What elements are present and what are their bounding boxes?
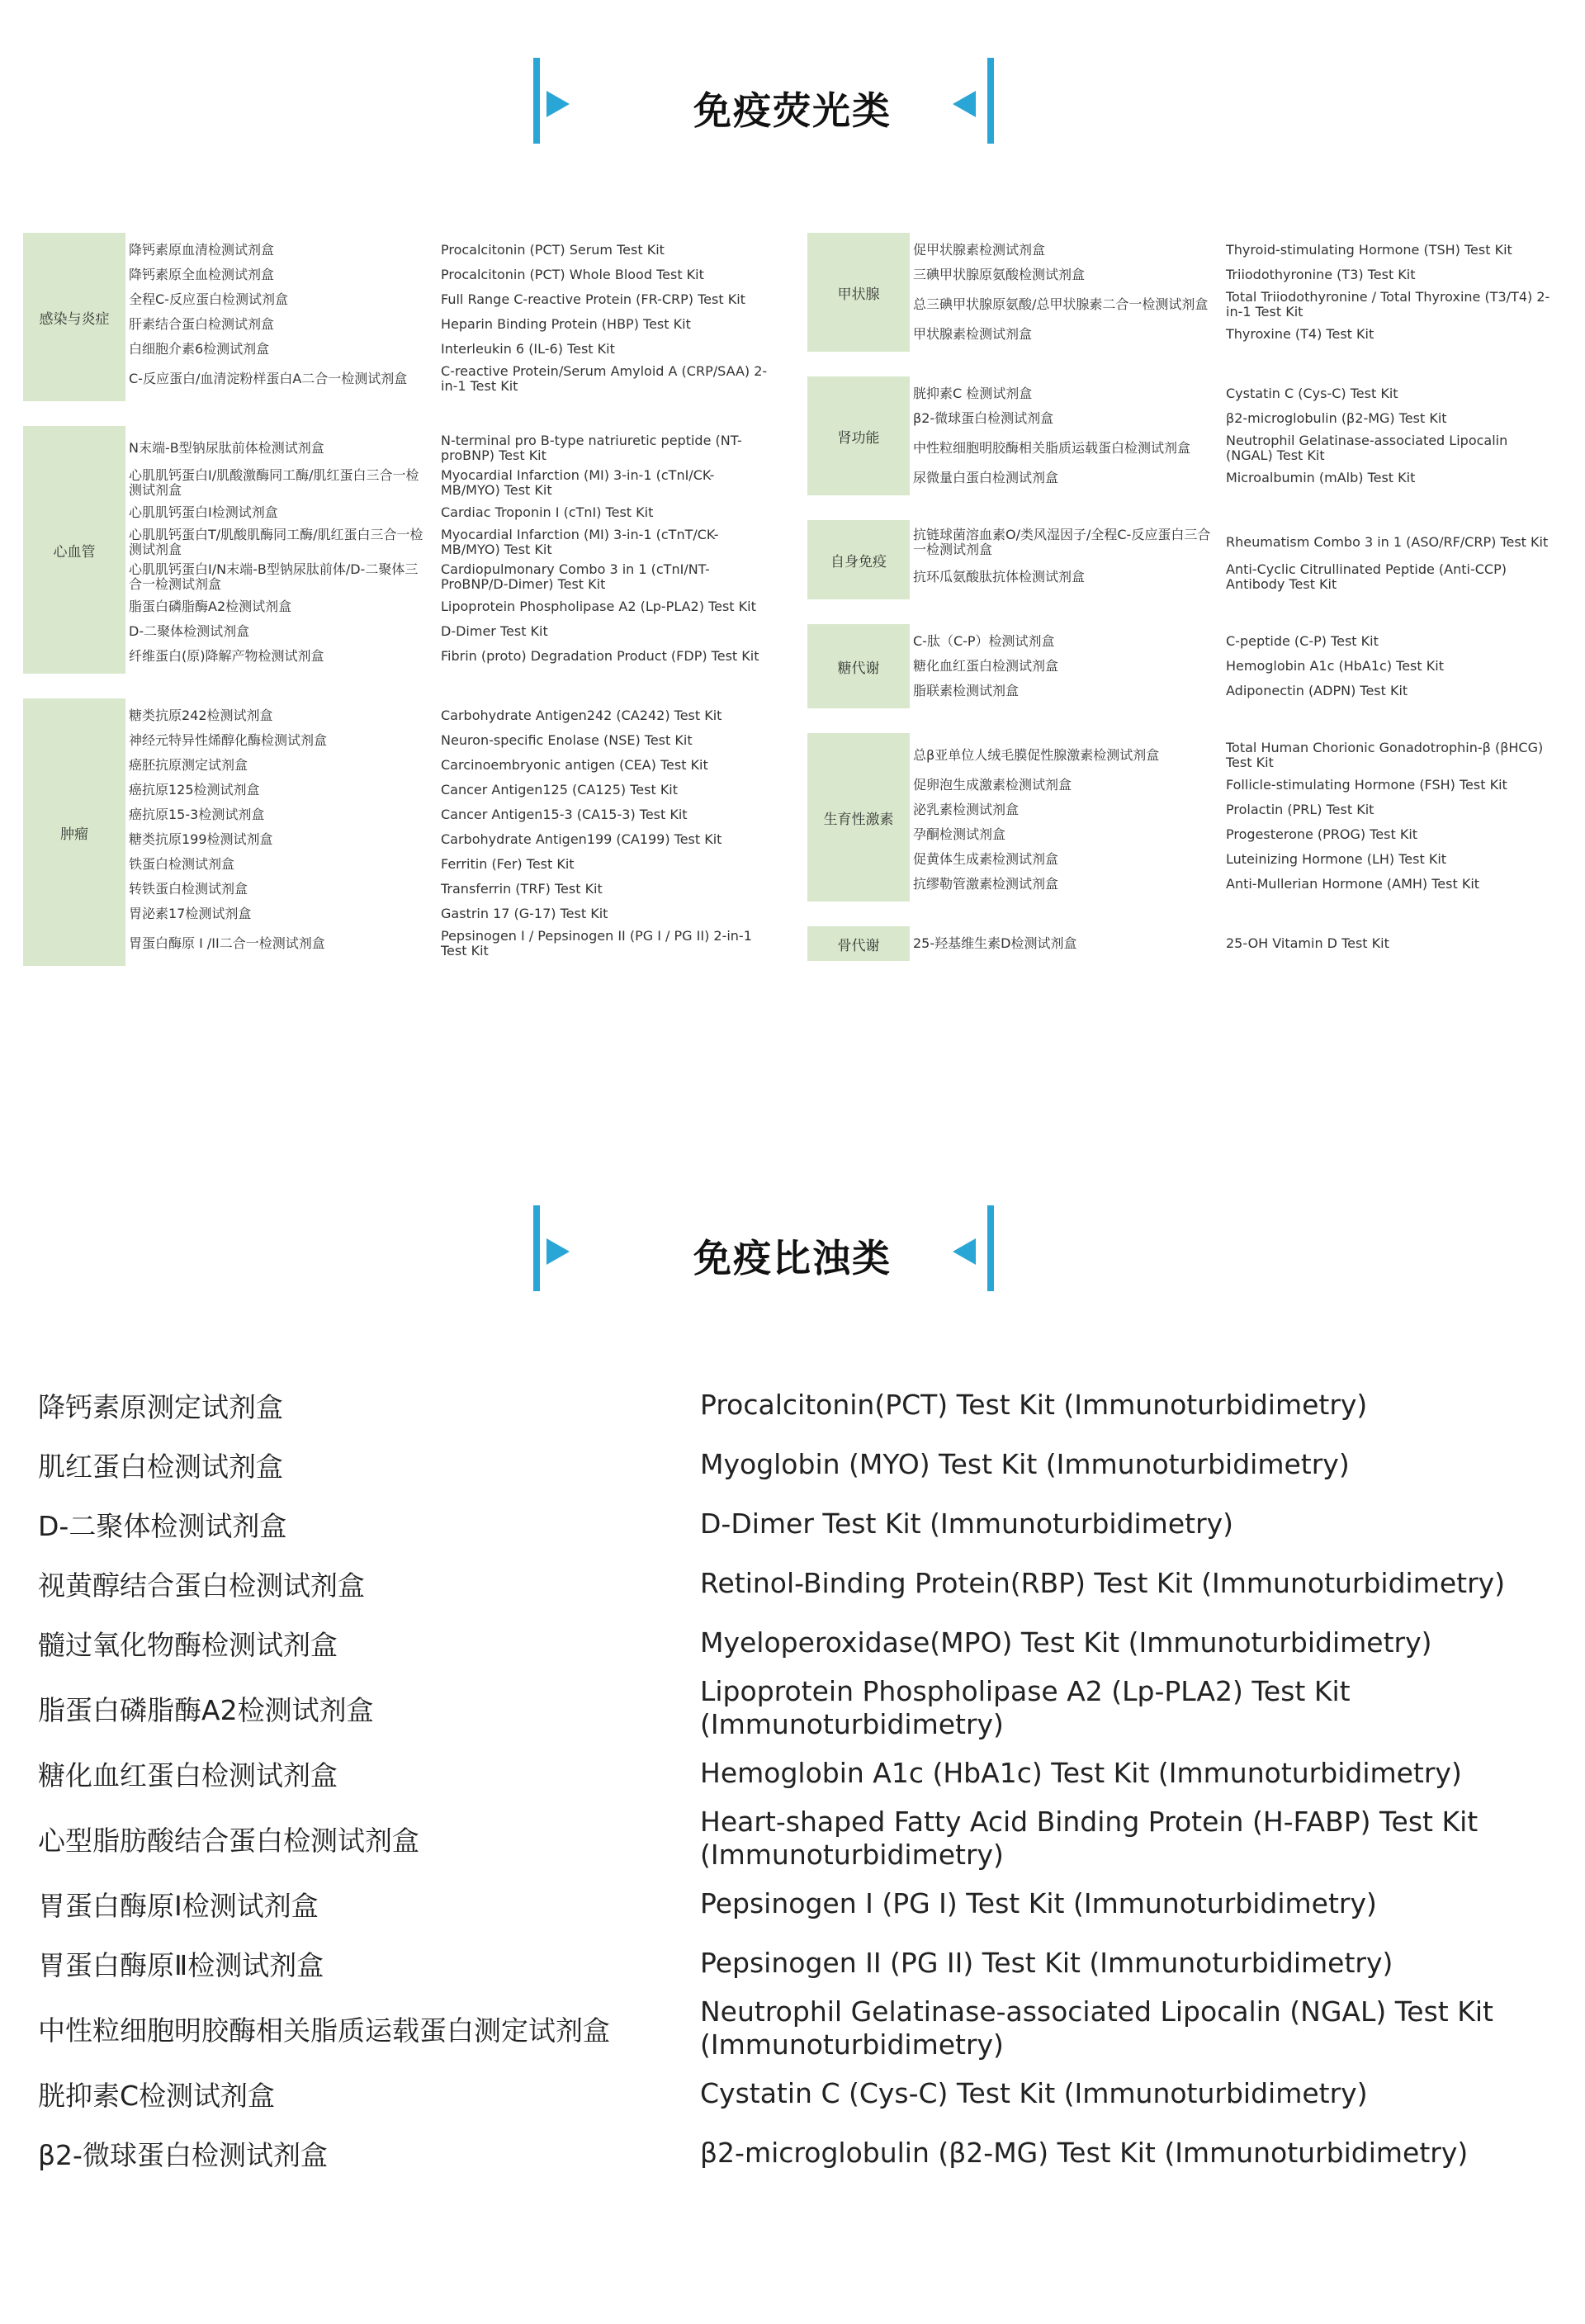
product-name-zh: 心肌肌钙蛋白I检测试剂盒 (129, 504, 278, 520)
product-name-en: Progesterone (PROG) Test Kit (1226, 826, 1418, 842)
product-name-zh: 抗环瓜氨酸肽抗体检测试剂盒 (913, 569, 1086, 585)
list-item (38, 2123, 1557, 2183)
category-label: 肿瘤 (23, 698, 125, 966)
table-row (910, 931, 1555, 956)
table-row (910, 822, 1555, 847)
product-name-zh: 铁蛋白检测试剂盒 (129, 856, 235, 872)
table-row (125, 263, 774, 287)
product-name-en: β2-microglobulin (β2-MG) Test Kit (Immunoturbidimetry) (700, 2137, 1469, 2169)
category-label: 肾功能 (807, 376, 910, 495)
table-row (910, 872, 1555, 897)
product-name-en: Carbohydrate Antigen242 (CA242) Test Kit (441, 708, 722, 723)
product-name-zh: 促黄体生成素检测试剂盒 (913, 851, 1059, 867)
product-name-en: Cardiopulmonary Combo 3 in 1 (cTnI/NT-ProBNP/D-Dimer) Test Kit (441, 561, 710, 592)
turbidimetry-list (38, 1375, 1557, 2183)
product-name-zh: 甲状腺素检测试剂盒 (913, 326, 1033, 342)
list-item (38, 1993, 1557, 2064)
table-row (910, 322, 1555, 347)
product-name-en: Triiodothyronine (T3) Test Kit (1226, 267, 1416, 282)
list-item (38, 1803, 1557, 1874)
product-name-en: Thyroid-stimulating Hormone (TSH) Test Kit (1226, 242, 1512, 258)
product-name-en: Myeloperoxidase(MPO) Test Kit (Immunoturbidimetry) (700, 1626, 1432, 1659)
category-label: 自身免疫 (807, 520, 910, 599)
product-name-en: Prolactin (PRL) Test Kit (1226, 802, 1374, 817)
product-name-en: Cancer Antigen125 (CA125) Test Kit (441, 782, 679, 798)
product-name-zh: β2-微球蛋白检测试剂盒 (38, 2138, 328, 2171)
product-name-zh: 脂联素检测试剂盒 (913, 683, 1020, 698)
category-label: 甲状腺 (807, 233, 910, 352)
product-name-zh: 胃蛋白酶原Ⅱ检测试剂盒 (38, 1948, 324, 1981)
product-name-en: Procalcitonin (PCT) Whole Blood Test Kit (441, 267, 704, 282)
product-name-en: Hemoglobin A1c (HbA1c) Test Kit (1226, 658, 1444, 674)
list-item (38, 1744, 1557, 1803)
product-name-zh: 脂蛋白磷脂酶A2检测试剂盒 (129, 599, 292, 614)
category-label: 心血管 (23, 426, 125, 674)
category-label: 骨代谢 (807, 926, 910, 961)
table-row (125, 802, 774, 827)
product-name-zh: 脂蛋白磷脂酶A2检测试剂盒 (38, 1693, 374, 1726)
product-name-zh: 总三碘甲状腺原氨酸/总甲状腺素二合一检测试剂盒 (913, 296, 1209, 312)
product-name-en: D-Dimer Test Kit (441, 623, 548, 639)
table-row (910, 738, 1555, 773)
product-name-zh: 胃泌素17检测试剂盒 (129, 906, 252, 921)
fluorescence-title: 免疫荧光类 (693, 88, 892, 133)
product-name-zh: 糖类抗原242检测试剂盒 (129, 708, 273, 723)
product-name-zh: D-二聚体检测试剂盒 (38, 1509, 287, 1542)
product-name-en: Cancer Antigen15-3 (CA15-3) Test Kit (441, 807, 688, 822)
product-name-en: Heparin Binding Protein (HBP) Test Kit (441, 316, 691, 332)
product-name-en: Pepsinogen I / Pepsinogen II (PG I / PG II) 2-in-1 Test Kit (441, 928, 752, 958)
header-right-bar (987, 1205, 994, 1291)
table-row (910, 263, 1555, 287)
product-name-en: Myoglobin (MYO) Test Kit (Immunoturbidimetry) (700, 1448, 1350, 1480)
product-name-zh: 心肌肌钙蛋白T/肌酸肌酶同工酶/肌红蛋白三合一检测试剂盒 (129, 527, 423, 557)
product-name-en: Lipoprotein Phospholipase A2 (Lp-PLA2) Test Kit (441, 599, 756, 614)
table-row (910, 381, 1555, 406)
table-row (125, 703, 774, 728)
product-name-en: Pepsinogen II (PG II) Test Kit (Immunoturbidimetry) (700, 1947, 1393, 1979)
category-group (807, 520, 1555, 599)
product-name-zh: 促甲状腺素检测试剂盒 (913, 242, 1046, 258)
product-name-zh: 癌胚抗原测定试剂盒 (129, 757, 248, 773)
product-name-zh: 抗链球菌溶血素O/类风湿因子/全程C-反应蛋白三合一检测试剂盒 (913, 527, 1211, 557)
product-name-en: Carbohydrate Antigen199 (CA199) Test Kit (441, 831, 722, 847)
product-name-zh: 降钙素原测定试剂盒 (38, 1390, 283, 1423)
product-name-zh: 纤维蛋白(原)降解产物检测试剂盒 (129, 648, 324, 664)
product-name-en: Cardiac Troponin I (cTnI) Test Kit (441, 504, 654, 520)
table-row (910, 525, 1555, 560)
table-row (125, 728, 774, 753)
product-name-en: Cystatin C (Cys-C) Test Kit (1226, 386, 1398, 401)
list-item (38, 1494, 1557, 1554)
product-name-zh: N末端-B型钠尿肽前体检测试剂盒 (129, 440, 324, 456)
product-name-zh: 癌抗原125检测试剂盒 (129, 782, 260, 798)
product-name-zh: 孕酮检测试剂盒 (913, 826, 1006, 842)
product-name-en: Neuron-specific Enolase (NSE) Test Kit (441, 732, 693, 748)
product-name-zh: 心肌肌钙蛋白I/N末端-B型钠尿肽前体/D-二聚体三合一检测试剂盒 (129, 561, 419, 592)
header-right-bar (987, 58, 994, 144)
category-group (807, 926, 1555, 961)
table-row (125, 466, 774, 500)
product-name-zh: 中性粒细胞明胶酶相关脂质运载蛋白检测试剂盒 (913, 440, 1191, 456)
product-name-zh: C-反应蛋白/血清淀粉样蛋白A二合一检测试剂盒 (129, 371, 408, 386)
product-name-zh: 中性粒细胞明胶酶相关脂质运载蛋白测定试剂盒 (38, 2014, 610, 2047)
product-name-en: Follicle-stimulating Hormone (FSH) Test Kit (1226, 777, 1507, 793)
table-row (125, 827, 774, 852)
product-name-zh: 降钙素原血清检测试剂盒 (129, 242, 275, 258)
header-left-arrow-icon (953, 1238, 976, 1265)
table-row (910, 560, 1555, 594)
table-row (125, 778, 774, 802)
table-row (125, 753, 774, 778)
product-name-zh: D-二聚体检测试剂盒 (129, 623, 250, 639)
category-rows (910, 624, 1555, 708)
category-label: 生育性激素 (807, 733, 910, 902)
category-rows (125, 698, 774, 966)
table-row (125, 926, 774, 961)
product-name-en: Luteinizing Hormone (LH) Test Kit (1226, 851, 1447, 867)
product-name-zh: 25-羟基维生素D检测试剂盒 (913, 935, 1077, 951)
table-row (125, 287, 774, 312)
category-group (23, 698, 774, 966)
product-name-en: Adiponectin (ADPN) Test Kit (1226, 683, 1408, 698)
category-rows (910, 520, 1555, 599)
turbidimetry-title: 免疫比浊类 (693, 1236, 892, 1280)
product-name-en: Retinol-Binding Protein(RBP) Test Kit (Immunoturbidimetry) (700, 1567, 1506, 1599)
table-row (125, 312, 774, 337)
product-name-en: Pepsinogen I (PG I) Test Kit (Immunoturbidimetry) (700, 1887, 1377, 1919)
list-item (38, 1673, 1557, 1744)
product-name-en: Myocardial Infarction (MI) 3-in-1 (cTnI/CK-MB/MYO) Test Kit (441, 467, 715, 498)
table-row (910, 773, 1555, 798)
product-name-en: C-peptide (C-P) Test Kit (1226, 633, 1379, 649)
category-group (807, 233, 1555, 352)
category-rows (125, 233, 774, 401)
product-name-en: Heart-shaped Fatty Acid Binding Protein (H-FABP) Test Kit (Immunoturbidimetry) (700, 1806, 1479, 1871)
category-rows (910, 926, 1555, 961)
category-rows (910, 733, 1555, 902)
product-name-zh: 神经元特异性烯醇化酶检测试剂盒 (129, 732, 328, 748)
list-item (38, 1375, 1557, 1435)
table-row (125, 594, 774, 619)
product-name-zh: 糖类抗原199检测试剂盒 (129, 831, 273, 847)
product-name-en: Neutrophil Gelatinase-associated Lipocalin (NGAL) Test Kit (Immunoturbidimetry) (700, 1995, 1493, 2061)
product-name-en: N-terminal pro B-type natriuretic peptide (NT-proBNP) Test Kit (441, 433, 742, 463)
product-name-en: Microalbumin (mAlb) Test Kit (1226, 470, 1416, 485)
product-name-zh: β2-微球蛋白检测试剂盒 (913, 410, 1054, 426)
product-name-zh: 白细胞介素6检测试剂盒 (129, 341, 270, 357)
fluorescence-header (0, 58, 1585, 149)
table-row (910, 679, 1555, 703)
product-name-en: Rheumatism Combo 3 in 1 (ASO/RF/CRP) Test Kit (1226, 534, 1549, 550)
product-name-zh: 肌红蛋白检测试剂盒 (38, 1450, 283, 1483)
table-row (910, 798, 1555, 822)
list-item (38, 1934, 1557, 1993)
product-name-en: Total Triiodothyronine / Total Thyroxine (T3/T4) 2-in-1 Test Kit (1226, 289, 1550, 319)
product-name-en: 25-OH Vitamin D Test Kit (1226, 935, 1389, 951)
category-label: 感染与炎症 (23, 233, 125, 401)
table-row (125, 644, 774, 669)
category-group (23, 426, 774, 674)
list-item (38, 1435, 1557, 1494)
product-name-zh: C-肽（C-P）检测试剂盒 (913, 633, 1055, 649)
product-name-zh: 泌乳素检测试剂盒 (913, 802, 1020, 817)
table-row (125, 877, 774, 902)
product-name-en: Hemoglobin A1c (HbA1c) Test Kit (Immunoturbidimetry) (700, 1757, 1462, 1789)
product-name-zh: 视黄醇结合蛋白检测试剂盒 (38, 1569, 365, 1602)
category-label: 糖代谢 (807, 624, 910, 708)
product-name-zh: 促卵泡生成激素检测试剂盒 (913, 777, 1072, 793)
table-row (910, 654, 1555, 679)
product-name-zh: 胃蛋白酶原I检测试剂盒 (38, 1889, 319, 1922)
product-name-en: Procalcitonin (PCT) Serum Test Kit (441, 242, 665, 258)
category-group (807, 733, 1555, 902)
table-row (910, 238, 1555, 263)
product-name-zh: 抗缪勒管激素检测试剂盒 (913, 876, 1059, 892)
turbidimetry-header (0, 1205, 1585, 1296)
product-name-en: C-reactive Protein/Serum Amyloid A (CRP/SAA) 2-in-1 Test Kit (441, 363, 768, 394)
table-row (125, 852, 774, 877)
product-name-en: Gastrin 17 (G-17) Test Kit (441, 906, 608, 921)
product-name-en: Neutrophil Gelatinase-associated Lipocalin (NGAL) Test Kit (1226, 433, 1508, 463)
category-group (807, 624, 1555, 708)
table-row (125, 500, 774, 525)
product-name-en: D-Dimer Test Kit (Immunoturbidimetry) (700, 1508, 1234, 1540)
product-name-en: Interleukin 6 (IL-6) Test Kit (441, 341, 615, 357)
category-group (807, 376, 1555, 495)
product-name-zh: 尿微量白蛋白检测试剂盒 (913, 470, 1059, 485)
product-name-zh: 心肌肌钙蛋白I/肌酸激酶同工酶/肌红蛋白三合一检测试剂盒 (129, 467, 419, 498)
table-row (910, 629, 1555, 654)
category-rows (910, 376, 1555, 495)
product-name-en: Transferrin (TRF) Test Kit (441, 881, 603, 897)
product-name-zh: 髓过氧化物酶检测试剂盒 (38, 1628, 338, 1661)
product-name-zh: 全程C-反应蛋白检测试剂盒 (129, 291, 288, 307)
product-name-en: Fibrin (proto) Degradation Product (FDP) Test Kit (441, 648, 759, 664)
table-row (910, 431, 1555, 466)
product-name-zh: 总β亚单位人绒毛膜促性腺激素检测试剂盒 (913, 747, 1160, 763)
list-item (38, 2064, 1557, 2123)
table-row (125, 560, 774, 594)
product-name-en: Full Range C-reactive Protein (FR-CRP) Test Kit (441, 291, 745, 307)
product-name-zh: 转铁蛋白检测试剂盒 (129, 881, 248, 897)
header-left-arrow-icon (953, 91, 976, 117)
list-item (38, 1554, 1557, 1613)
product-name-zh: 糖化血红蛋白检测试剂盒 (913, 658, 1059, 674)
product-name-en: Thyroxine (T4) Test Kit (1226, 326, 1374, 342)
product-name-en: Anti-Cyclic Citrullinated Peptide (Anti-CCP) Antibody Test Kit (1226, 561, 1507, 592)
table-row (125, 525, 774, 560)
table-row (910, 466, 1555, 490)
product-name-en: Cystatin C (Cys-C) Test Kit (Immunoturbidimetry) (700, 2077, 1368, 2109)
product-name-en: Lipoprotein Phospholipase A2 (Lp-PLA2) Test Kit (Immunoturbidimetry) (700, 1675, 1351, 1740)
product-name-en: Ferritin (Fer) Test Kit (441, 856, 575, 872)
list-item (38, 1874, 1557, 1934)
product-name-zh: 降钙素原全血检测试剂盒 (129, 267, 275, 282)
table-row (910, 406, 1555, 431)
fluorescence-left-table (23, 233, 774, 991)
table-row (910, 847, 1555, 872)
product-name-zh: 胱抑素C 检测试剂盒 (913, 386, 1033, 401)
product-name-en: β2-microglobulin (β2-MG) Test Kit (1226, 410, 1447, 426)
list-item (38, 1613, 1557, 1673)
product-name-zh: 癌抗原15-3检测试剂盒 (129, 807, 265, 822)
product-name-en: Total Human Chorionic Gonadotrophin-β (βHCG) Test Kit (1226, 740, 1544, 770)
product-name-en: Myocardial Infarction (MI) 3-in-1 (cTnT/CK-MB/MYO) Test Kit (441, 527, 719, 557)
table-row (125, 362, 774, 396)
product-name-zh: 糖化血红蛋白检测试剂盒 (38, 1758, 338, 1792)
table-row (125, 337, 774, 362)
table-row (125, 619, 774, 644)
table-row (125, 902, 774, 926)
product-name-en: Procalcitonin(PCT) Test Kit (Immunoturbidimetry) (700, 1389, 1368, 1421)
table-row (125, 238, 774, 263)
category-group (23, 233, 774, 401)
product-name-zh: 心型脂肪酸结合蛋白检测试剂盒 (38, 1824, 419, 1857)
product-name-en: Carcinoembryonic antigen (CEA) Test Kit (441, 757, 708, 773)
product-name-zh: 胱抑素C检测试剂盒 (38, 2079, 276, 2112)
category-rows (125, 426, 774, 674)
product-name-zh: 胃蛋白酶原 I /II二合一检测试剂盒 (129, 935, 325, 951)
category-rows (910, 233, 1555, 352)
product-name-zh: 肝素结合蛋白检测试剂盒 (129, 316, 275, 332)
fluorescence-right-table (807, 233, 1555, 986)
table-row (125, 431, 774, 466)
product-name-en: Anti-Mullerian Hormone (AMH) Test Kit (1226, 876, 1480, 892)
product-name-zh: 三碘甲状腺原氨酸检测试剂盒 (913, 267, 1086, 282)
table-row (910, 287, 1555, 322)
